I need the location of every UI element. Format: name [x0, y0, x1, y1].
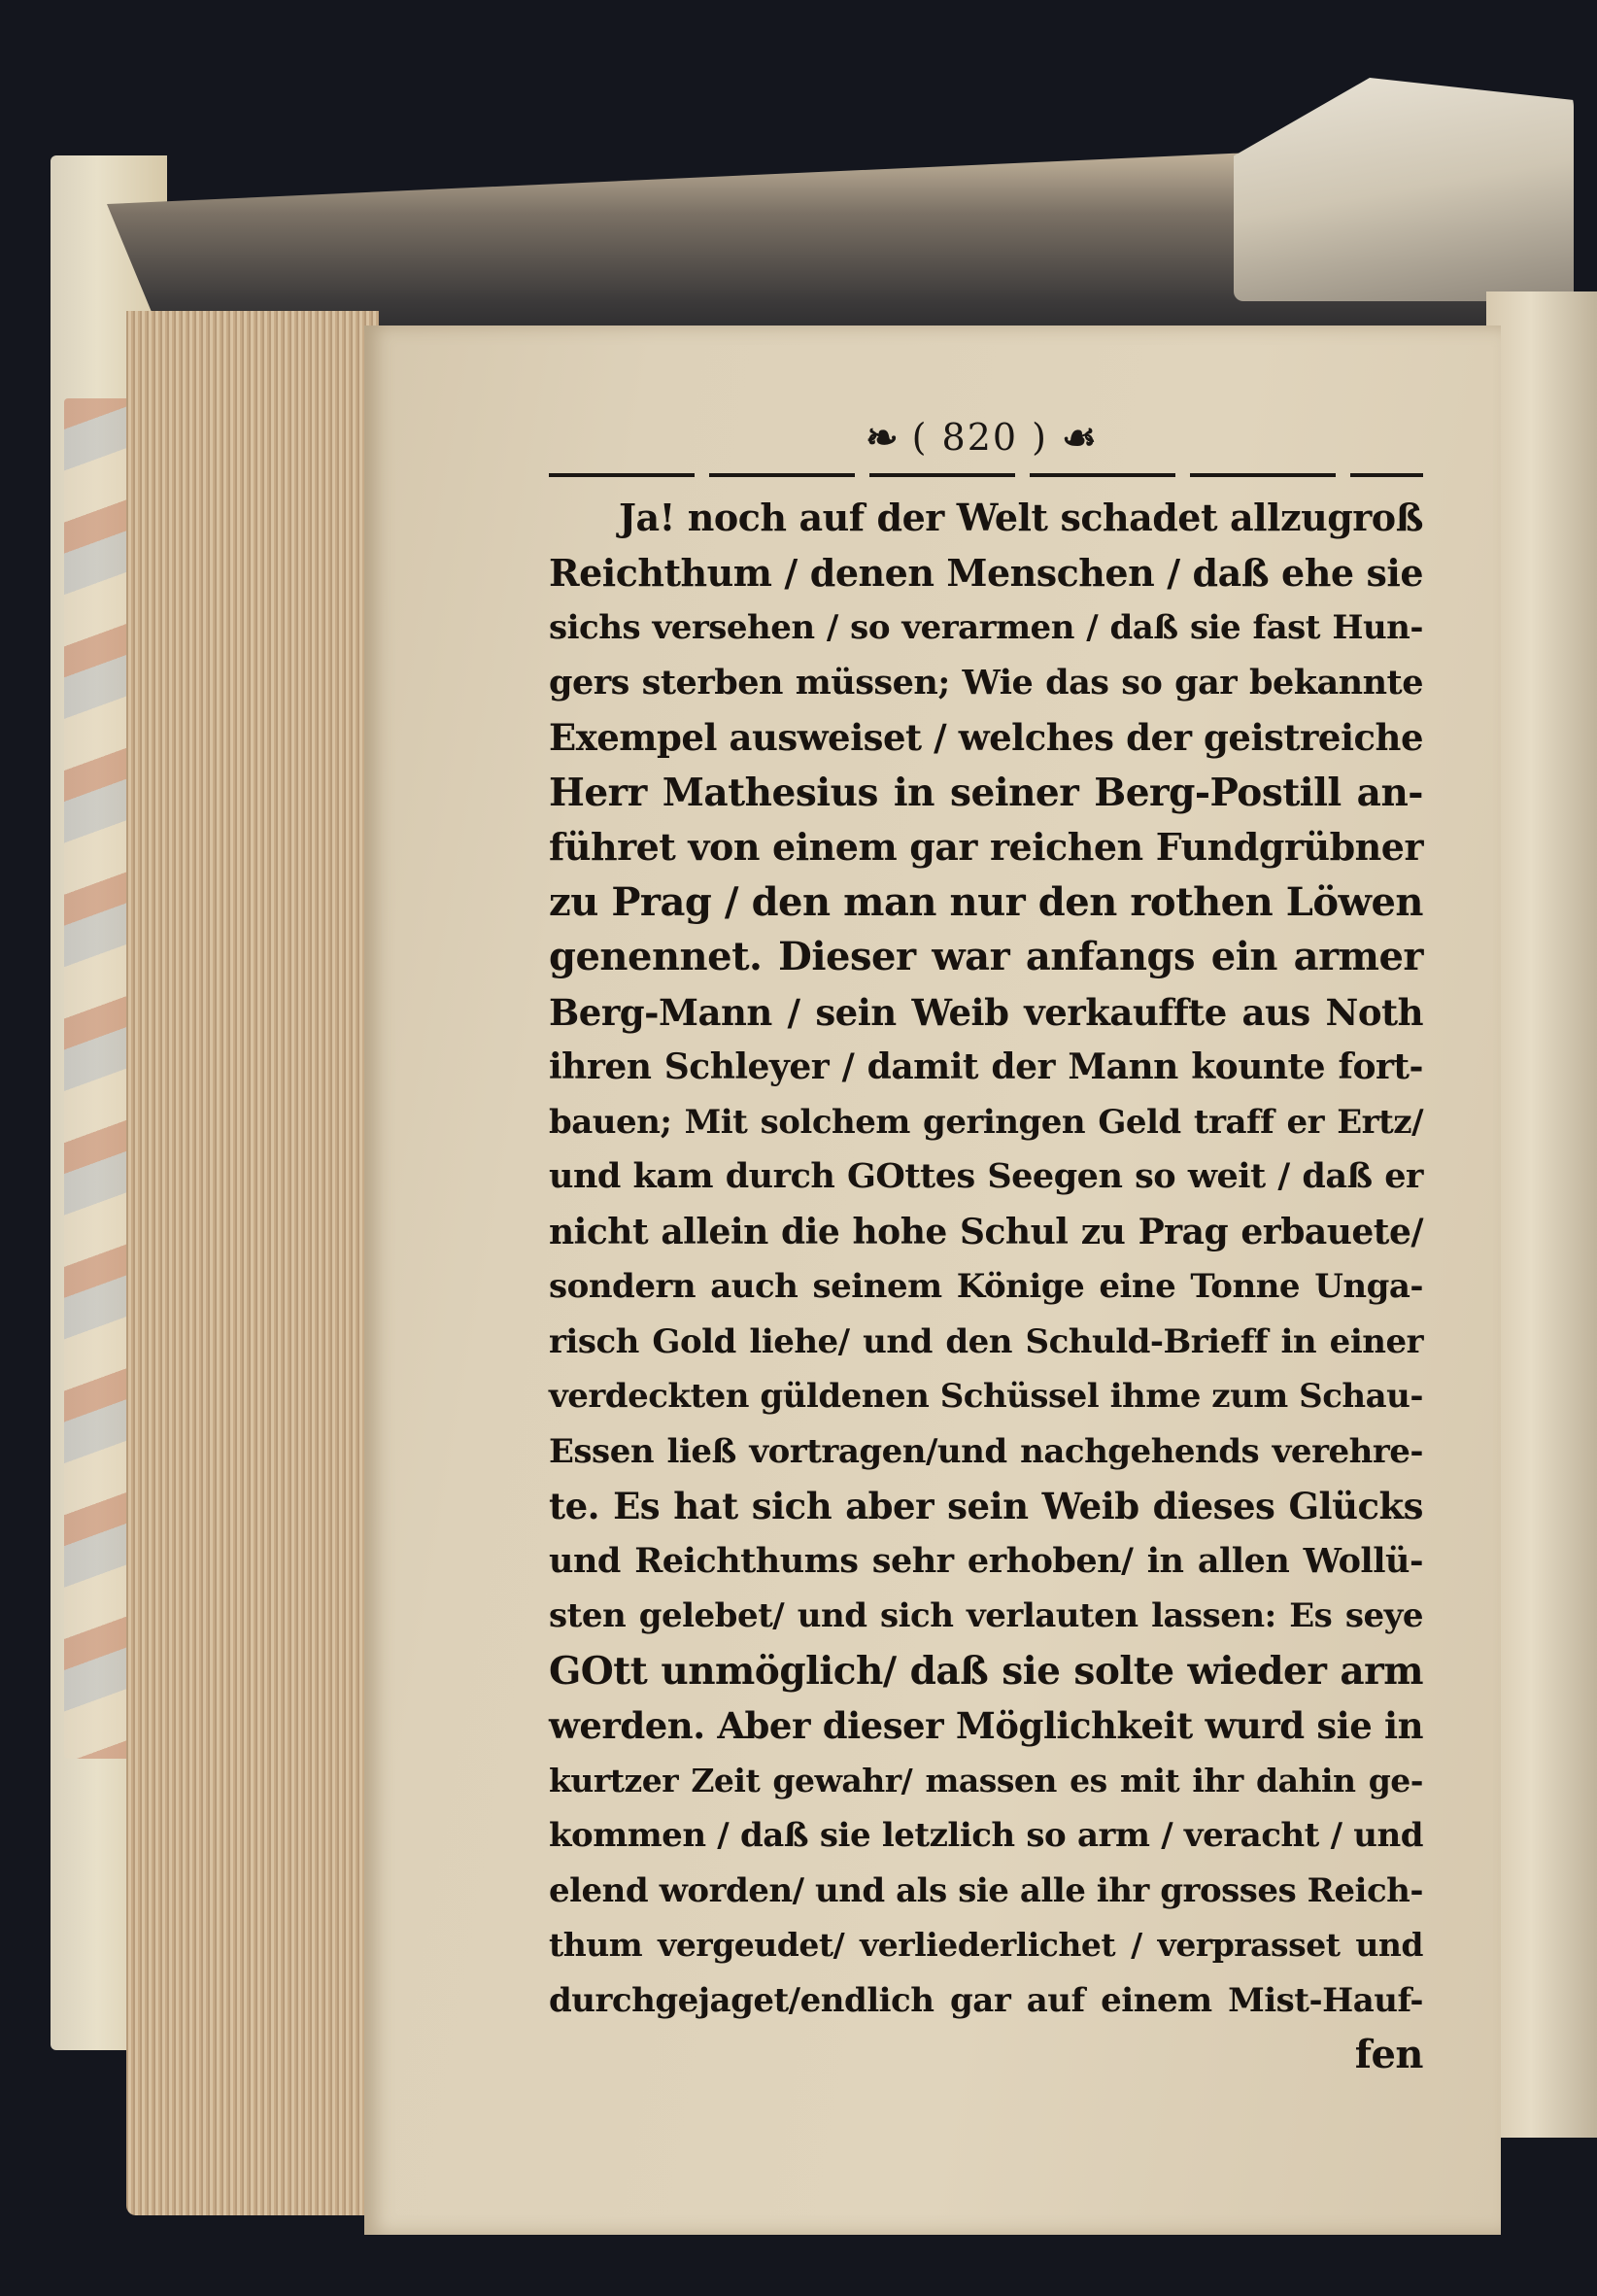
text-line: kommen / daß sie letzlich so arm / veracht / und: [549, 1816, 1423, 1855]
page-number: ( 820 ): [911, 416, 1048, 459]
text-line: te. Es hat sich aber sein Weib dieses Glücks: [549, 1485, 1423, 1527]
text-line: sichs versehen / so verarmen / daß sie fast Hun-: [549, 608, 1423, 647]
text-line: durchgejaget/endlich gar auf einem Mist-Hauf-: [549, 1980, 1423, 2020]
header-rule: [549, 473, 1423, 477]
text-line: kurtzer Zeit gewahr/ massen es mit ihr dahin ge-: [549, 1761, 1423, 1799]
text-line: thum vergeudet/ verliederlichet / verprasset und: [549, 1926, 1423, 1964]
text-line: zu Prag / den man nur den rothen Löwen: [549, 878, 1423, 925]
text-line: und Reichthums sehr erhoben/ in allen Wollü-: [549, 1540, 1423, 1581]
text-line: GOtt unmöglich/ daß sie solte wieder arm: [549, 1648, 1423, 1694]
text-line: Reichthum / denen Menschen / daß ehe sie: [549, 550, 1423, 595]
text-line: risch Gold liehe/ und den Schuld-Brieff in einer: [549, 1321, 1423, 1361]
text-line: verdeckten güldenen Schüssel ihme zum Schau-: [549, 1377, 1423, 1416]
right-ornament: ☙: [1062, 414, 1097, 461]
left-ornament: ❧: [866, 414, 899, 461]
text-line: Herr Mathesius in seiner Berg-Postill an-: [549, 770, 1423, 815]
body-text: [549, 491, 1423, 2083]
text-line: sten gelebet/ und sich verlauten lassen: Es seye: [549, 1596, 1423, 1635]
page-stack-edge: [126, 311, 379, 2215]
text-line: genennet. Dieser war anfangs ein armer: [549, 934, 1423, 979]
text-line: Exempel ausweiset / welches der geistreiche: [549, 716, 1423, 759]
text-line: führet von einem gar reichen Fundgrübner: [549, 825, 1423, 869]
text-line: nicht allein die hohe Schul zu Prag erbauete/: [549, 1211, 1423, 1252]
catchword: fen: [1354, 2032, 1423, 2077]
text-line: Ja! noch auf der Welt schadet allzugroß: [619, 496, 1423, 539]
text-line: gers sterben müssen; Wie das so gar bekannte: [549, 662, 1423, 703]
book-right-edge: [1486, 291, 1597, 2138]
book-binding-corner: [1234, 78, 1574, 301]
text-line: Berg-Mann / sein Weib verkauffte aus Noth: [549, 990, 1423, 1034]
page-header: [826, 408, 1137, 466]
text-line: und kam durch GOttes Seegen so weit / daß er: [549, 1156, 1423, 1196]
text-line: sondern auch seinem Könige eine Tonne Unga-: [549, 1267, 1423, 1306]
text-line: werden. Aber dieser Möglichkeit wurd sie in: [549, 1704, 1423, 1747]
text-line: elend worden/ und als sie alle ihr grosses Reich-: [549, 1870, 1423, 1910]
text-line: Essen ließ vortragen/und nachgehends verehre-: [549, 1431, 1423, 1471]
text-line: bauen; Mit solchem geringen Geld traff er Ertz/: [549, 1102, 1423, 1142]
text-line: ihren Schleyer / damit der Mann kounte fort-: [549, 1046, 1423, 1087]
